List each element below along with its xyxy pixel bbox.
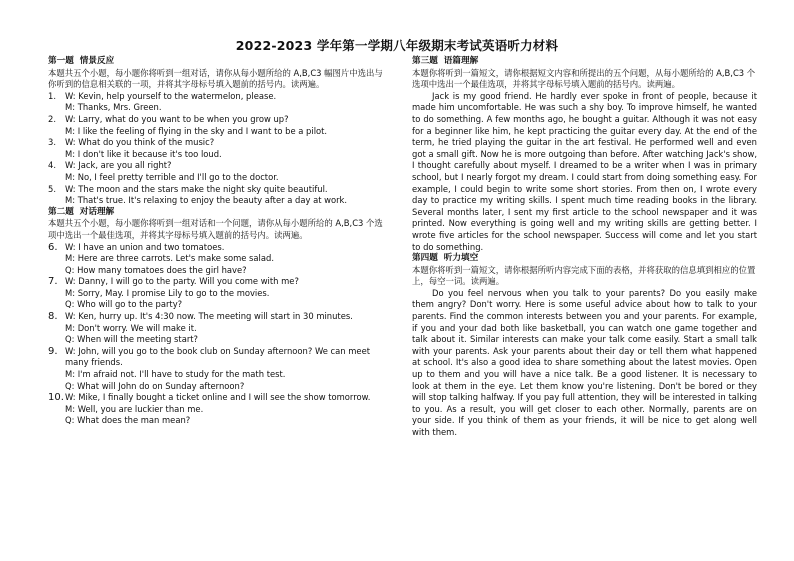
dialogue-line: W: Ken, hurry up. It's 4:30 now. The meeting will start in 30 minutes.: [65, 311, 353, 322]
dialogue-line: W: Kevin, help yourself to the watermelon, please.: [65, 90, 277, 101]
dialogue-item: [48, 346, 388, 392]
dialogue-line: W: What do you think of the music?: [65, 137, 215, 148]
dialogue-line: W: Danny, I will go to the party. Will you come with me?: [65, 276, 299, 287]
dialogue-line: M: Well, you are luckier than me.: [65, 403, 204, 414]
item-number: 8.: [48, 311, 58, 323]
dialogue-line: M: I don't like it because it's too loud.: [65, 148, 222, 159]
dialogue-item: [48, 160, 388, 183]
dialogue-item: [48, 276, 388, 311]
part3-passage: Jack is my good friend. He hardly ever spoke in front of people, because it made him uncomfortable. He was such a shy boy. To improve himself, he wanted to do something. A few months ago, he bought a guitar. Although it was not easy for a beginner like him, he kept practicing the guitar every day. At the end of the term, he tried playing the guitar in the art festival. He performed well and even got a small gift. Now he is more outgoing than before. After watching Jack's show, I thought carefully about myself. I dreamed to be a writer when I was in primary school, but I nearly forgot my dream. I could start from doing something easy. For example, I could begin to write some short stories. From then on, I wrote every day to practice my writing skills. I spent much time reading books in the library. Several months later, I sent my first article to the school newspaper and it was printed. Now everything is going well and my writing skills are getting better. I wrote five articles for the school newspaper. Success will come and let you start to do something.: [412, 90, 757, 252]
question-line: Q: How many tomatoes does the girl have?: [65, 264, 247, 275]
part2-heading: [48, 207, 388, 219]
part2-intro: 本题共五个小题，每小题你将听到一组对话和一个问题，请你从每小题所给的 A,B,C3 个选项中选出一个最佳选项，并将其字母标号填入题前的括号内。读两遍。: [48, 218, 383, 240]
dialogue-line: M: Thanks, Mrs. Green.: [65, 102, 162, 113]
item-number: 9.: [48, 345, 58, 357]
item-number: 2.: [48, 113, 56, 124]
dialogue-item: [48, 91, 388, 114]
left-column: [48, 56, 388, 427]
dialogue-line: M: Sorry, May. I promise Lily to go to the movies.: [65, 287, 270, 298]
dialogue-line: W: Larry, what do you want to be when you grow up?: [65, 113, 289, 124]
question-line: Q: When will the meeting start?: [65, 334, 198, 345]
document-title: 2022-2023 学年第一学期八年级期末考试英语听力材料: [235, 38, 559, 53]
question-line: Q: What will John do on Sunday afternoon?: [65, 380, 245, 391]
question-line: Q: What does the man mean?: [65, 415, 191, 426]
part3-heading: [412, 56, 757, 68]
item-number: 1.: [48, 90, 56, 101]
dialogue-line: M: No, I feel pretty terrible and I'll go to the doctor.: [65, 171, 279, 182]
dialogue-line: W: John, will you go to the book club on Sunday afternoon? We can meet many friends.: [65, 345, 371, 368]
dialogue-item: [48, 311, 388, 346]
item-number: 6.: [48, 241, 58, 253]
part4-passage: Do you feel nervous when you talk to your parents? Do you easily make them angry? Don't worry. Here is some useful advice about how to talk to your parents. Find the common interests between you and your parents. For example, if you and your dad both like basketball, you can watch one game together and talk about it. Similar interests can make your talk come easily. Start a small talk with your parents. Ask your parents about their day or tell them what happened at school. It's also a good idea to share something about the latest movies. Open up to them and you will have a nice talk. Be a good listener. It is necessary to look at them in the eye. Let them know you're listening. Don't be bored or they will stop talking halfway. If you pay full attention, they will be interested in talking to you. As a result, you will get closer to each other. Normally, parents are on your side. If you think of them as your friends, it will be nice to get along well with them.: [412, 287, 757, 437]
question-line: Q: Who will go to the party?: [65, 299, 183, 310]
part1-number: 第一题: [48, 56, 74, 66]
part3-name: 语篇理解: [443, 56, 479, 66]
dialogue-line: W: Jack, are you all right?: [65, 160, 172, 171]
dialogue-line: M: That's true. It's relaxing to enjoy the beauty after a day at work.: [65, 195, 348, 206]
part2-items: [48, 242, 388, 428]
right-column: [412, 56, 757, 439]
part1-name: 情景反应: [79, 56, 115, 66]
part2-number: 第二题: [48, 206, 74, 217]
part4-number: 第四题: [412, 253, 438, 264]
dialogue-item: [48, 242, 388, 277]
dialogue-line: M: I like the feeling of flying in the sky and I want to be a pilot.: [65, 125, 328, 136]
dialogue-item: [48, 137, 388, 160]
dialogue-line: W: Mike, I finally bought a ticket online and I will see the show tomorrow.: [65, 392, 371, 403]
dialogue-line: M: Don't worry. We will make it.: [65, 322, 197, 333]
item-number: 7.: [48, 276, 58, 288]
part4-heading: [412, 253, 757, 265]
item-number: 10.: [48, 392, 64, 404]
dialogue-line: M: Here are three carrots. Let's make some salad.: [65, 253, 274, 264]
item-number: 4.: [48, 160, 56, 171]
part4-intro: 本题你将听到一篇短文，请你根据所听内容完成下面的表格，并将获取的信息填到相应的位置上，每空一词。读两遍。: [412, 264, 756, 287]
part3-intro: 本题你将听到一篇短文，请你根据短文内容和所提出的五个问题，从每小题所给的 A,B,C3 个选项中选出一个最佳选项，并将其字母标号填入题前的括号内。读两遍。: [412, 67, 756, 90]
dialogue-line: W: The moon and the stars make the night sky quite beautiful.: [65, 183, 328, 194]
dialogue-line: W: I have an union and two tomatoes.: [65, 241, 225, 252]
dialogue-item: [48, 114, 388, 137]
part3-number: 第三题: [412, 56, 438, 66]
part2-name: 对话理解: [79, 206, 115, 217]
item-number: 3.: [48, 137, 56, 148]
part1-intro: 本题共五个小题，每小题你将听到一组对话，请你从每小题所给的 A,B,C3 幅图片中选出与你听到的信息相关联的一项，并将其字母标号填入题前的括号内。读两遍。: [48, 67, 383, 90]
item-number: 5.: [48, 183, 56, 194]
part1-items: [48, 91, 388, 207]
dialogue-item: [48, 392, 388, 427]
part1-heading: [48, 56, 388, 68]
dialogue-item: [48, 184, 388, 207]
dialogue-line: M: I'm afraid not. I'll have to study for the math test.: [65, 369, 286, 380]
part4-name: 听力填空: [443, 253, 479, 264]
